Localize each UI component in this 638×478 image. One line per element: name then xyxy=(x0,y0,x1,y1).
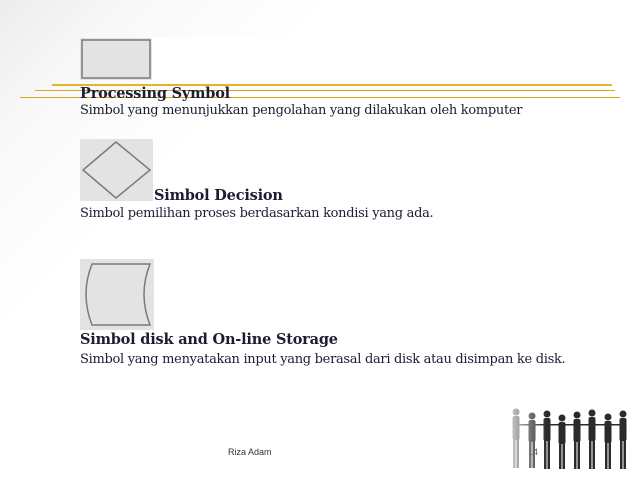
diamond-decision-icon xyxy=(80,139,153,201)
title-band xyxy=(150,37,600,83)
people-holding-hands-image xyxy=(498,400,638,478)
footer-author: Riza Adam xyxy=(228,447,272,457)
processing-symbol-description: Simbol yang menunjukkan pengolahan yang dilakukan oleh komputer xyxy=(80,103,523,118)
decision-symbol-heading: Simbol Decision xyxy=(154,187,283,204)
storage-symbol-heading: Simbol disk and On-line Storage xyxy=(80,331,338,348)
storage-symbol-description: Simbol yang menyatakan input yang berasal dari disk atau disimpan ke disk. xyxy=(80,352,566,367)
rectangle-process-icon xyxy=(80,38,152,80)
decision-symbol-description: Simbol pemilihan proses berdasarkan kondisi yang ada. xyxy=(80,206,434,221)
processing-symbol-heading: Processing Symbol xyxy=(80,85,230,102)
online-storage-icon xyxy=(80,259,154,330)
